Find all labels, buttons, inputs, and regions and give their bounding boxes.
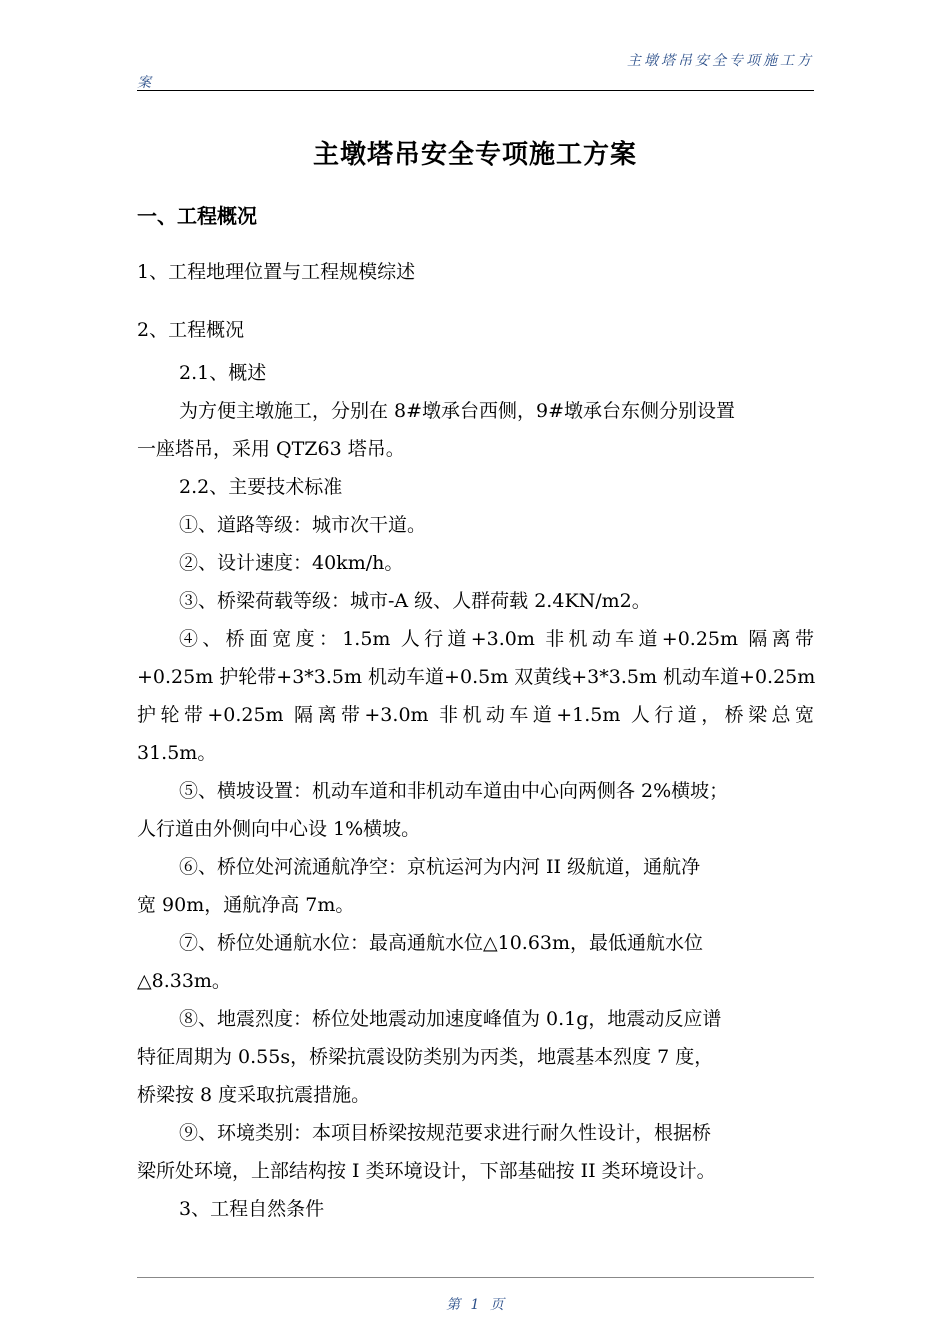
running-header: 主墩塔吊安全专项施工方 [627, 53, 814, 69]
paragraph-line: 桥梁按 8 度采取抗震措施。 [137, 1084, 371, 1106]
page-footer [0, 1294, 950, 1314]
paragraph-line: 一座塔吊，采用 QTZ63 塔吊。 [137, 438, 405, 460]
item-heading: 1、工程地理位置与工程规模综述 [137, 261, 416, 283]
footer-rule [137, 1277, 814, 1278]
item-heading: 3、工程自然条件 [179, 1198, 325, 1220]
standard-item: ②、设计速度：40km/h。 [179, 552, 404, 574]
paragraph-line: 宽 90m，通航净高 7m。 [137, 894, 355, 916]
standard-item: ⑤、横坡设置：机动车道和非机动车道由中心向两侧各 2%横坡； [179, 780, 729, 802]
item-heading: 2、工程概况 [137, 319, 245, 341]
paragraph-line: △8.33m。 [137, 970, 231, 992]
paragraph-line: 为方便主墩施工，分别在 8#墩承台西侧，9#墩承台东侧分别设置 [179, 400, 736, 422]
document-title: 主墩塔吊安全专项施工方案 [312, 140, 637, 170]
paragraph-line: 31.5m。 [137, 742, 217, 764]
paragraph-line: 特征周期为 0.55s，桥梁抗震设防类别为丙类，地震基本烈度 7 度， [137, 1046, 714, 1068]
header-rule [137, 90, 814, 91]
paragraph-line: 梁所处环境，上部结构按 I 类环境设计，下部基础按 II 类环境设计。 [137, 1160, 716, 1182]
section-heading: 一、工程概况 [137, 204, 257, 228]
standard-item: ⑦、桥位处通航水位：最高通航水位△10.63m，最低通航水位 [179, 932, 704, 954]
standard-item: ①、道路等级：城市次干道。 [179, 514, 427, 536]
standard-item: ③、桥梁荷载等级：城市-A 级、人群荷载 2.4KN/m2。 [179, 590, 651, 612]
page-prefix: 第 [446, 1297, 461, 1313]
paragraph-line: +0.25m 护轮带+3*3.5m 机动车道+0.5m 双黄线+3*3.5m 机动车道+0.25m [137, 666, 816, 688]
paragraph-line: 护轮带+0.25m 隔离带+3.0m 非机动车道+1.5m 人行道，桥梁总宽 [137, 704, 814, 726]
standard-item: ⑧、地震烈度：桥位处地震动加速度峰值为 0.1g，地震动反应谱 [179, 1008, 722, 1030]
page-number: 1 [470, 1297, 480, 1313]
subsection-heading: 2.2、主要技术标准 [179, 476, 343, 498]
page-suffix: 页 [489, 1297, 504, 1313]
standard-item: ⑨、环境类别：本项目桥梁按规范要求进行耐久性设计，根据桥 [179, 1122, 712, 1144]
paragraph-line: 人行道由外侧向中心设 1%横坡。 [137, 818, 421, 840]
standard-item: ⑥、桥位处河流通航净空：京杭运河为内河 II 级航道，通航净 [179, 856, 701, 878]
standard-item: ④、桥面宽度：1.5m 人行道+3.0m 非机动车道+0.25m 隔离带 [179, 628, 814, 650]
running-header-wrap: 案 [137, 75, 151, 91]
subsection-heading: 2.1、概述 [179, 362, 267, 384]
